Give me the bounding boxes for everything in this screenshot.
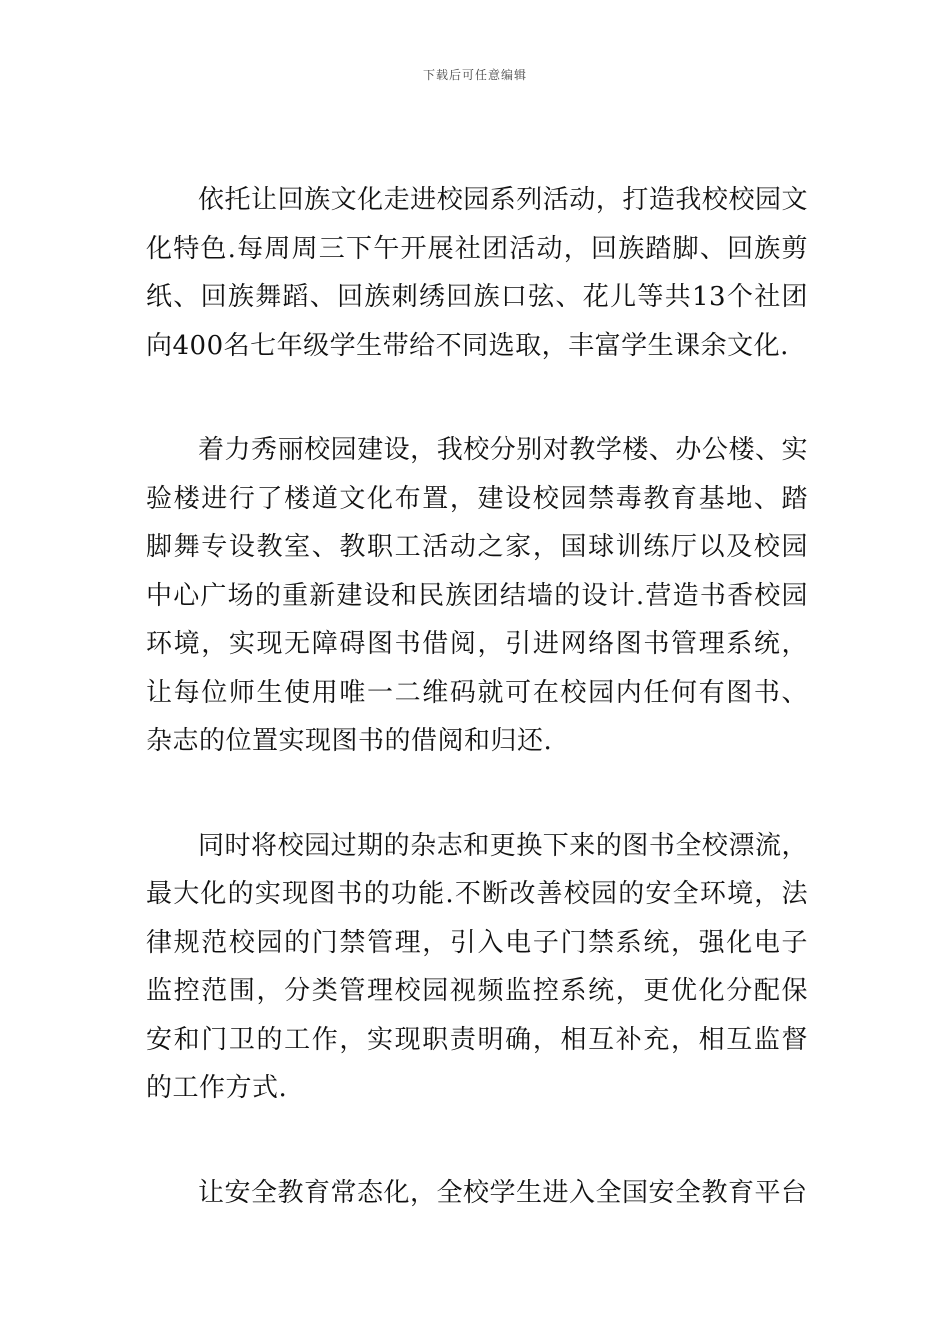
paragraph-safety-environment: 同时将校园过期的杂志和更换下来的图书全校漂流，最大化的实现图书的功能.不断改善校园的安全环境，法律规范校园的门禁管理，引入电子门禁系统，强化电子监控范围，分类管理校园视频监控系统，更优化分配保安和门卫的工作，实现职责明确，相互补充，相互监督的工作方式. xyxy=(146,830,808,1103)
header-note: 下载后可任意编辑 xyxy=(422,68,527,82)
document-body xyxy=(146,176,808,1217)
paragraph-culture: 依托让回族文化走进校园系列活动，打造我校校园文化特色.每周周三下午开展社团活动，回族踏脚、回族剪纸、回族舞蹈、回族刺绣回族口弦、花儿等共13个社团向400名七年级学生带给不同选取，丰富学生课余文化. xyxy=(146,185,808,361)
paragraph-safety-education: 让安全教育常态化，全校学生进入全国安全教育平台 xyxy=(198,1177,808,1208)
paragraph-campus-building: 着力秀丽校园建设，我校分别对教学楼、办公楼、实验楼进行了楼道文化布置，建设校园禁毒教育基地、踏脚舞专设教室、教职工活动之家，国球训练厅以及校园中心广场的重新建设和民族团结墙的设计.营造书香校园环境，实现无障碍图书借阅，引进网络图书管理系统，让每位师生使用唯一二维码就可在校园内任何有图书、杂志的位置实现图书的借阅和归还. xyxy=(146,435,808,756)
